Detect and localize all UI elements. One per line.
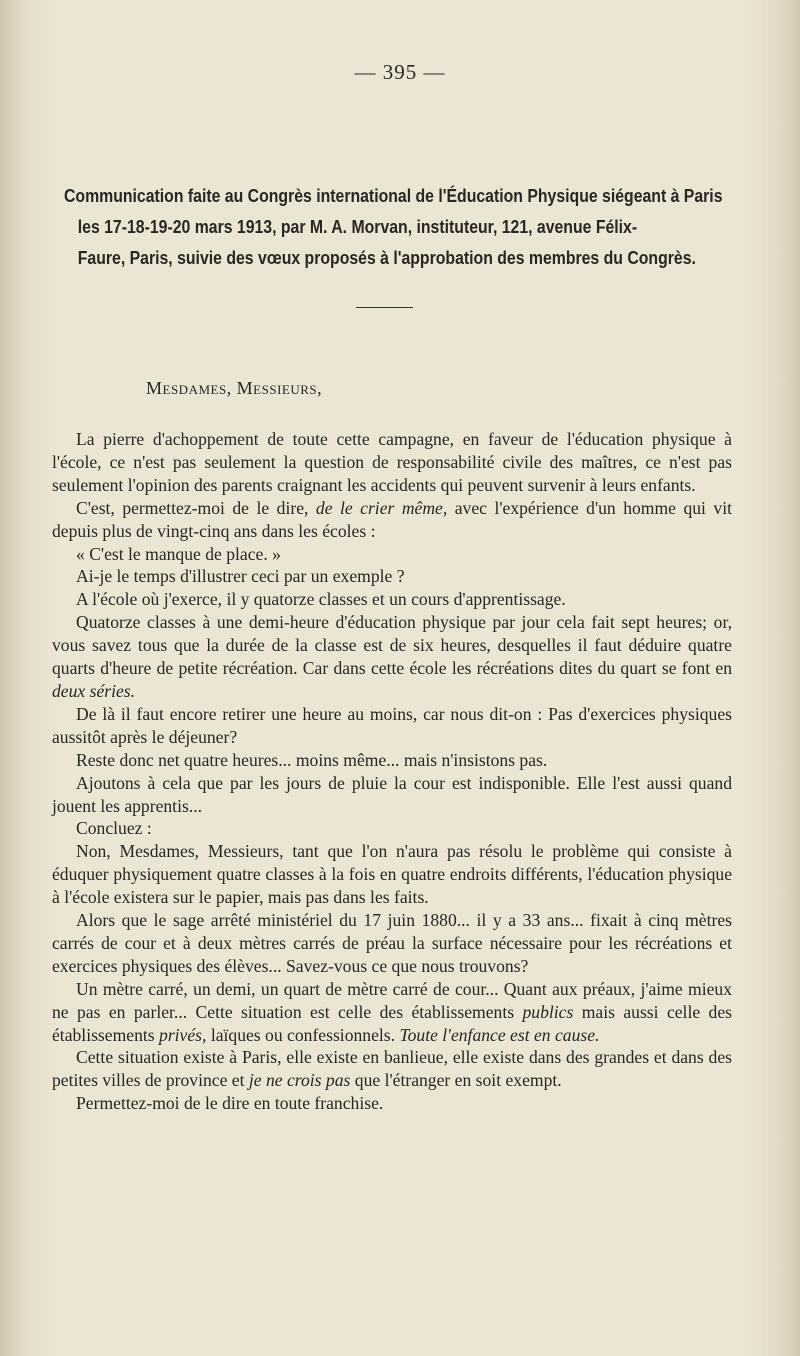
salutation: Mesdames, Messieurs, <box>146 378 323 398</box>
paragraph: Ajoutons à cela que par les jours de pluie la cour est indisponible. Elle l'est aussi quand jouent les apprentis... <box>52 772 732 816</box>
text-run: mais aussi celle des établissements <box>52 1001 732 1045</box>
separator-rule <box>356 307 413 308</box>
italic-run: Toute l'enfance est en cause. <box>399 1024 600 1045</box>
paragraph: Alors que le sage arrêté ministériel du 17 juin 1880... il y a 33 ans... fixait à cinq mètres carrés de cour et à deux mètres carrés de préau la surface nécessaire pour les récréations et exercices physiques des élèves... Savez-vous ce que nous trouvons? <box>52 910 732 976</box>
text-run: Cette situation existe à Paris, elle existe en banlieue, elle existe dans des grandes et dans des petites villes de province et <box>52 1047 732 1091</box>
body-text <box>52 428 732 1115</box>
heading-line-1: Communication faite au Congrès international de l'Éducation Physique siégeant à Paris <box>64 185 723 206</box>
paragraph <box>52 978 732 1047</box>
page-number: — 395 — <box>354 60 446 84</box>
text-run: C'est, permettez-moi de le dire, <box>76 497 316 518</box>
paragraph: « C'est le manque de place. » <box>76 543 281 564</box>
italic-run: de le crier même, <box>315 497 448 518</box>
paragraph: La pierre d'achoppement de toute cette campagne, en faveur de l'éducation physique à l'école, ce n'est pas seulement la question de responsabilité civile des maîtres, ce n'est pas seulement l'opinion des parents craignant les accidents qui peuvent survenir à leurs enfants. <box>52 429 732 495</box>
text-run: avec l'expérience d'un homme qui vit depuis plus de vingt-cinq ans dans les écoles : <box>52 497 732 541</box>
italic-run: deux séries. <box>52 680 136 701</box>
paragraph: Permettez-moi de le dire en toute franchise. <box>76 1093 384 1114</box>
italic-run: publics <box>522 1001 574 1022</box>
text-run: laïques ou confessionnels. <box>206 1024 400 1045</box>
text-run: Un mètre carré, un demi, un quart de mètre carré de cour... Quant aux préaux, j'aime mieux ne pas en parler... Cette situation est celle des établissements <box>52 978 732 1022</box>
paragraph: A l'école où j'exerce, il y quatorze classes et un cours d'apprentissage. <box>76 589 566 610</box>
heading-line-2: les 17-18-19-20 mars 1913, par M. A. Morvan, instituteur, 121, avenue Félix- <box>77 216 638 237</box>
italic-run: privés, <box>159 1024 207 1045</box>
paragraph: Concluez : <box>76 818 152 839</box>
paragraph: Reste donc net quatre heures... moins même... mais n'insistons pas. <box>76 749 548 770</box>
paragraph: Ai-je le temps d'illustrer ceci par un exemple ? <box>76 566 405 587</box>
paragraph: Non, Mesdames, Messieurs, tant que l'on n'aura pas résolu le problème qui consiste à éduquer physiquement quatre classes à la fois en quatre endroits différents, l'éducation physique à l'école existera sur le papier, mais pas dans les faits. <box>52 841 732 908</box>
heading-line-3: Faure, Paris, suivie des vœux proposés à l'approbation des membres du Congrès. <box>77 247 696 268</box>
heading <box>64 180 740 273</box>
paragraph: De là il faut encore retirer une heure au moins, car nous dit-on : Pas d'exercices physiques aussitôt après le déjeuner? <box>52 703 732 747</box>
text-run: Quatorze classes à une demi-heure d'éducation physique par jour cela fait sept heures; or, vous savez tous que la durée de la classe est de six heures, desquelles il faut déduire quatre quarts d'heure de petite récréation. Car dans cette école les récréations dites du quart se font en <box>52 612 732 679</box>
paragraph <box>52 1046 732 1092</box>
italic-run: je ne crois pas <box>248 1070 351 1091</box>
paragraph <box>52 611 732 703</box>
text-run: que l'étranger en soit exempt. <box>350 1070 562 1091</box>
paragraph <box>52 497 732 543</box>
